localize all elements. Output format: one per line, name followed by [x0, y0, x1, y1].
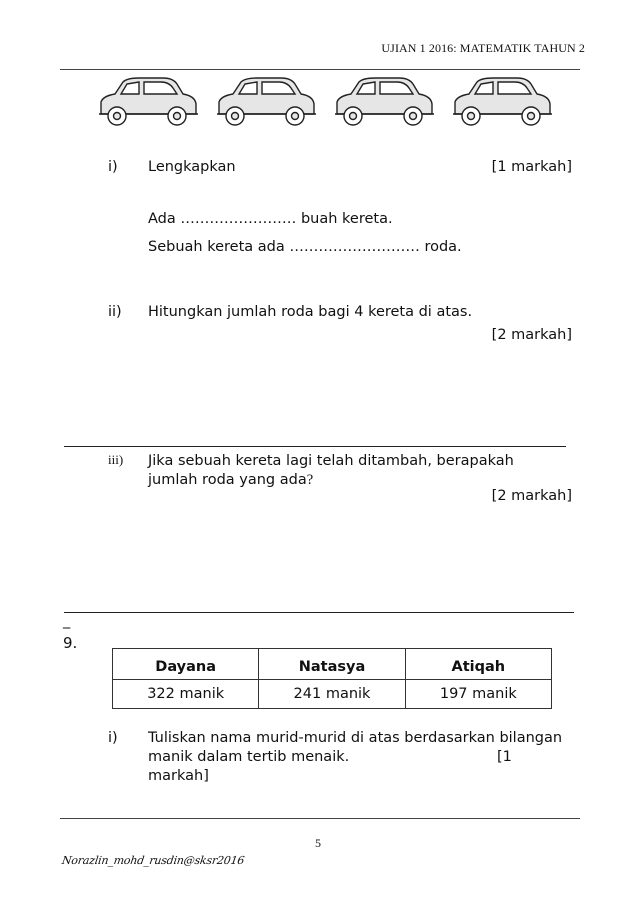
car-icon: [449, 74, 554, 132]
footer-rule: [60, 818, 580, 819]
cars-illustration: [95, 74, 585, 132]
table-cell: 322 manik: [113, 680, 259, 709]
q8-part-i-number: i): [108, 159, 118, 175]
q9-part-i-line3: markah]: [148, 768, 209, 784]
table-header-cell: Dayana: [113, 649, 259, 680]
car-icon: [331, 74, 436, 132]
q9-number: 9.: [63, 634, 78, 652]
q9-part-i-line2: manik dalam tertib menaik.: [148, 749, 350, 765]
manik-table: [112, 648, 552, 709]
q8-part-iii-text1: Jika sebuah kereta lagi telah ditambah, berapakah: [148, 453, 514, 469]
page-number: 5: [315, 836, 321, 850]
q8-part-ii-number: ii): [108, 304, 122, 320]
q8-part-iii-marks: [2 markah]: [491, 488, 572, 504]
q8-part-i-line1: Ada …………………… buah kereta.: [148, 211, 393, 227]
q8-part-iii-number: iii): [108, 452, 124, 467]
answer-line-dash: _: [63, 613, 71, 629]
answer-line: [64, 612, 574, 613]
table-cell: 241 manik: [259, 680, 405, 709]
table-header-cell: Atiqah: [405, 649, 551, 680]
q8-part-i-marks: [1 markah]: [491, 159, 572, 175]
car-icon: [95, 74, 200, 132]
answer-line: [64, 446, 566, 447]
table-header-row: [113, 649, 552, 680]
header-title: UJIAN 1 2016: MATEMATIK TAHUN 2: [381, 41, 585, 55]
q9-part-i-line1: Tuliskan nama murid-murid di atas berdasarkan bilangan: [148, 730, 563, 746]
car-icon: [213, 74, 318, 132]
table-header-cell: Natasya: [259, 649, 405, 680]
q9-part-i-number: i): [108, 730, 118, 746]
q8-part-ii-text: Hitungkan jumlah roda bagi 4 kereta di atas.: [148, 304, 473, 320]
table-cell: 197 manik: [405, 680, 551, 709]
header-rule: [60, 69, 580, 70]
q8-part-iii-text2: [148, 471, 313, 489]
q8-part-i-text: Lengkapkan: [148, 159, 236, 175]
author-signature: Norazlin_mohd_rusdin@sksr2016: [61, 854, 246, 867]
table-row: [113, 680, 552, 709]
q8-part-ii-marks: [2 markah]: [491, 327, 572, 343]
q9-part-i-marks-start: [1: [497, 749, 512, 765]
q8-part-iii-qmark: ?: [306, 472, 314, 488]
q8-part-i-line2: Sebuah kereta ada ……………………… roda.: [148, 239, 462, 255]
q8-part-iii-text2-main: jumlah roda yang ada: [148, 472, 307, 488]
